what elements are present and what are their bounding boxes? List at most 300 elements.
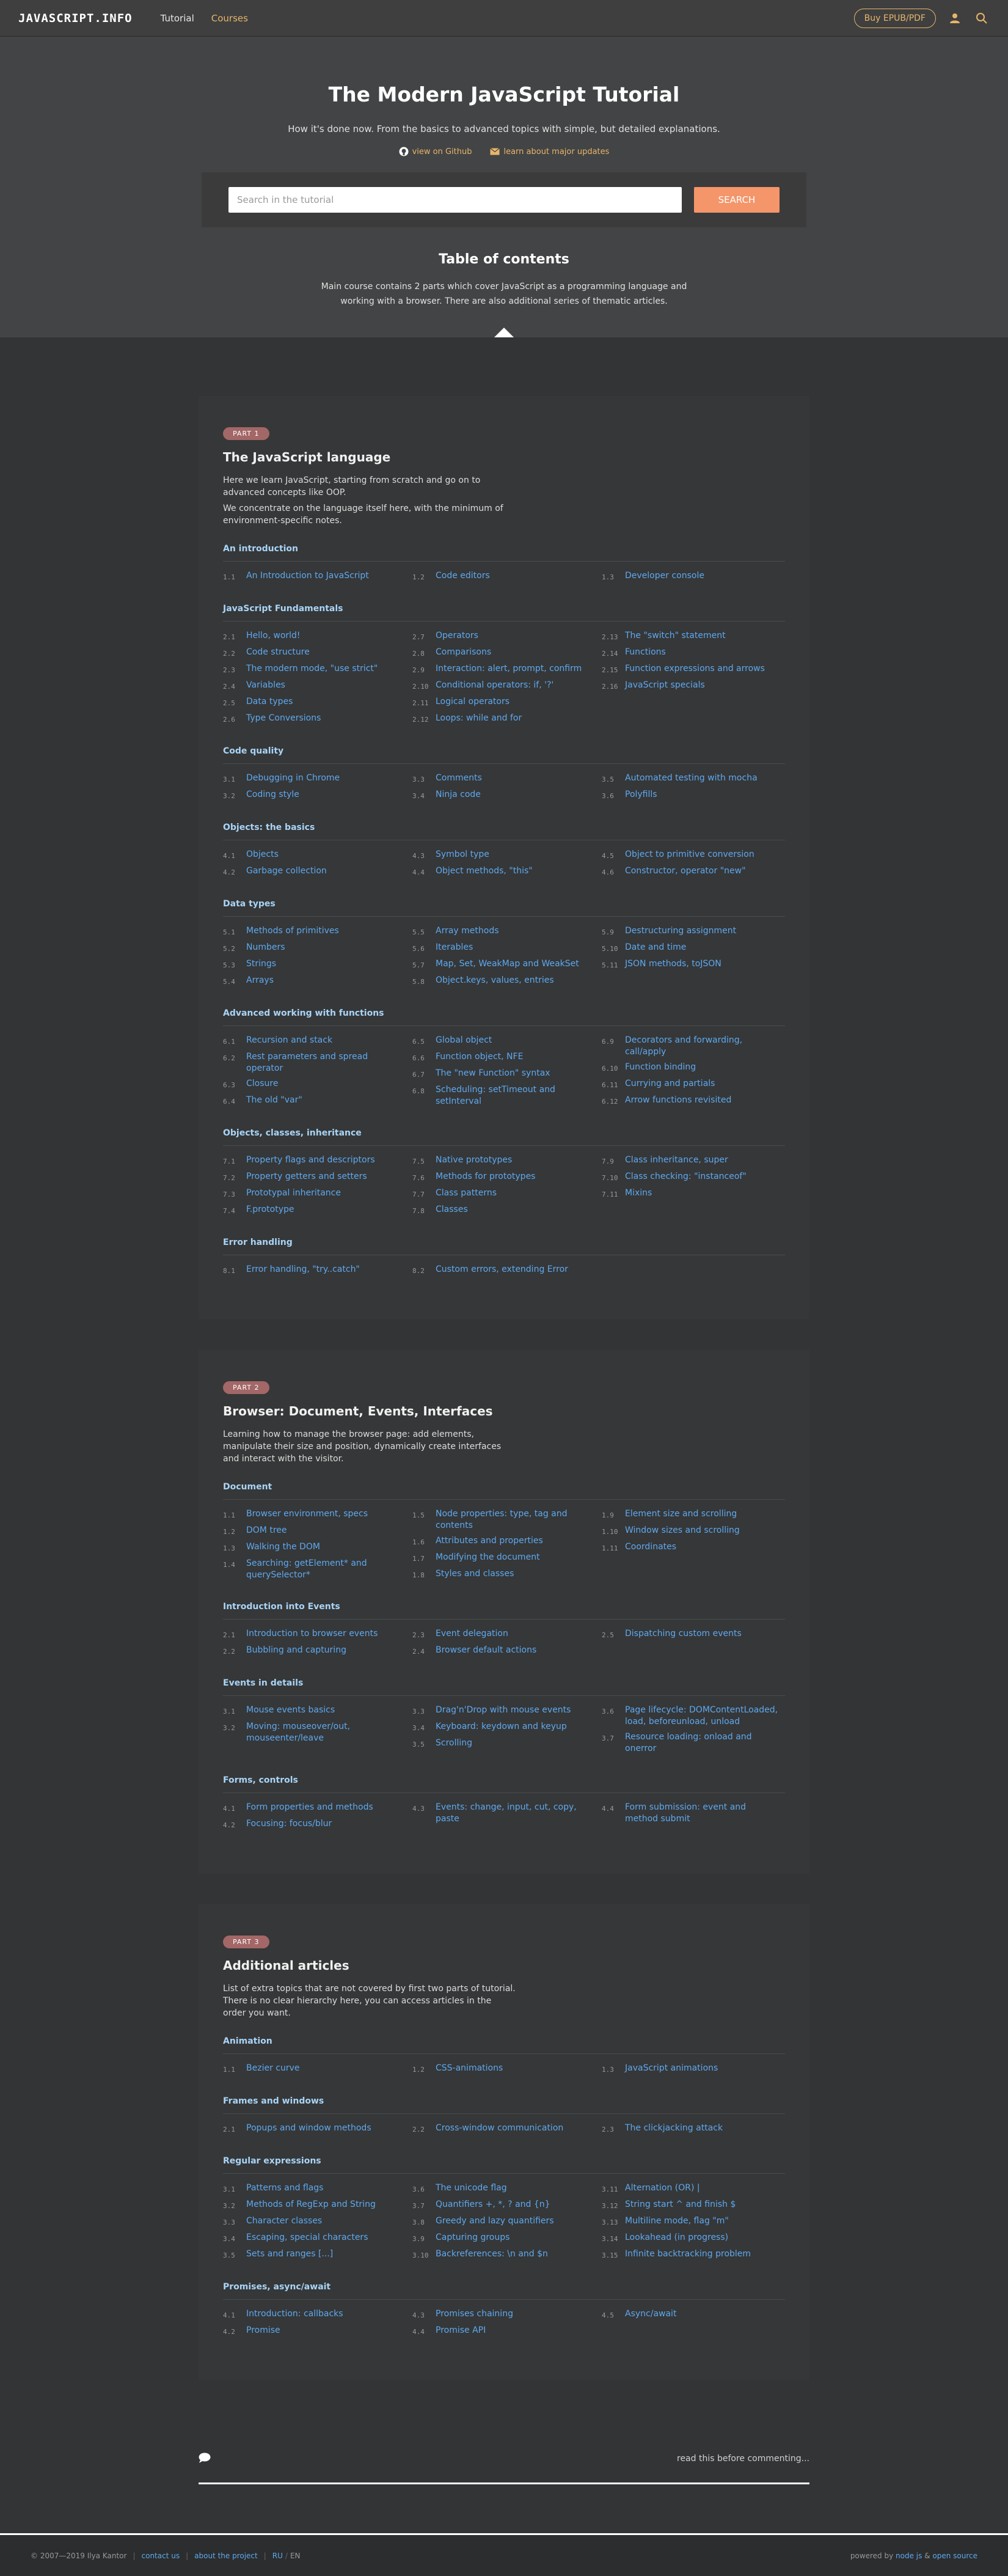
chapter-articles (223, 772, 785, 805)
article-link[interactable] (223, 942, 412, 955)
article-number: 2.7 (412, 633, 425, 641)
article-title: Promise API (436, 2325, 486, 2335)
article-link[interactable] (412, 680, 602, 692)
article-title: Promises chaining (436, 2309, 513, 2319)
chapter-title[interactable]: An introduction (223, 544, 299, 554)
article-title: Classes (436, 1205, 468, 1214)
article-number: 3.1 (223, 776, 235, 783)
article-link[interactable] (223, 1264, 412, 1277)
article-title: Destructuring assignment (625, 926, 737, 936)
chapter-articles (223, 630, 785, 729)
article-link[interactable] (412, 2232, 602, 2245)
article-number: 6.11 (602, 1081, 618, 1089)
article-link[interactable] (602, 2308, 785, 2321)
article-link[interactable] (412, 1552, 602, 1565)
article-number: 4.5 (602, 852, 614, 860)
article-title: Constructor, operator "new" (625, 866, 746, 876)
article-link[interactable] (223, 1187, 412, 1200)
article-number: 5.4 (223, 978, 235, 986)
chapter-title[interactable]: Frames and windows (223, 2096, 324, 2106)
article-number: 3.5 (223, 2251, 235, 2259)
article-link[interactable] (412, 1568, 602, 1581)
user-icon[interactable] (947, 10, 963, 26)
article-title: The old "var" (246, 1095, 302, 1105)
article-number: 8.2 (412, 1267, 425, 1275)
article-link[interactable] (602, 2248, 785, 2261)
article-link[interactable] (223, 1078, 412, 1091)
article-link[interactable] (223, 865, 412, 878)
article-number: 1.7 (412, 1555, 425, 1563)
article-link[interactable] (223, 2325, 412, 2338)
article-link[interactable] (412, 2325, 602, 2338)
article-number: 7.11 (602, 1191, 618, 1198)
article-number: 2.2 (223, 650, 235, 658)
article-number: 4.2 (223, 868, 235, 876)
hero-section (0, 37, 1008, 337)
article-number: 3.4 (412, 792, 425, 800)
article-link[interactable] (412, 1721, 602, 1734)
chapter-title[interactable]: Forms, controls (223, 1775, 298, 1785)
article-title: Currying and partials (625, 1079, 715, 1088)
chapter-title[interactable]: Animation (223, 2036, 272, 2046)
article-link[interactable] (223, 1508, 412, 1521)
article-number: 6.5 (412, 1038, 425, 1046)
chapter-title[interactable]: Document (223, 1482, 272, 1492)
footer: © 2007—2019 Ilya Kantor | contact us | about the project | RU / EN powered by node js & open source (0, 2533, 1008, 2576)
article-title: Bezier curve (246, 2063, 300, 2073)
article-link[interactable] (412, 958, 602, 971)
part-description: Learning how to manage the browser page: add elements, manipulate their size and position, dynamically create interfaces and interact with the visitor. (223, 1429, 502, 1464)
article-number: 2.4 (223, 683, 235, 691)
article-link[interactable] (223, 1558, 412, 1581)
chapter-title[interactable]: Objects, classes, inheritance (223, 1128, 362, 1138)
article-number: 5.5 (412, 928, 425, 936)
part-badge: PART 3 (223, 1936, 269, 1948)
article-link[interactable] (223, 2182, 412, 2195)
article-number: 3.2 (223, 1724, 235, 1732)
article-title: Keyboard: keydown and keyup (436, 1722, 567, 1731)
part-title[interactable]: Additional articles (223, 1958, 349, 1973)
article-title: The unicode flag (436, 2183, 507, 2193)
article-link[interactable] (223, 680, 412, 692)
about-link[interactable]: about the project (194, 2551, 258, 2560)
article-title: Arrow functions revisited (625, 1095, 732, 1105)
article-title: Function binding (625, 1062, 696, 1072)
article-number: 1.4 (223, 1561, 235, 1569)
chapter-title[interactable]: Objects: the basics (223, 823, 315, 832)
article-link[interactable] (602, 789, 785, 802)
article-link[interactable] (223, 570, 412, 583)
article-link[interactable] (412, 1508, 602, 1532)
chapter-title[interactable]: JavaScript Fundamentals (223, 604, 343, 614)
article-link[interactable] (602, 2063, 785, 2075)
article-number: 3.13 (602, 2218, 618, 2226)
article-link[interactable] (602, 2123, 785, 2135)
article-number: 7.6 (412, 1174, 425, 1182)
article-title: Bubbling and capturing (246, 1645, 346, 1655)
article-link[interactable] (223, 2199, 412, 2212)
chapter-articles (223, 1802, 785, 1835)
article-number: 3.4 (412, 1724, 425, 1732)
article-title: Prototypal inheritance (246, 1188, 341, 1198)
article-link[interactable] (412, 1535, 602, 1548)
article-link[interactable] (412, 2199, 602, 2212)
article-link[interactable] (412, 1171, 602, 1184)
article-title: Dispatching custom events (625, 1629, 742, 1638)
lang-en-current: EN (290, 2551, 301, 2560)
article-link[interactable] (602, 1541, 785, 1554)
article-link[interactable] (412, 865, 602, 878)
article-link[interactable] (223, 2215, 412, 2228)
article-link[interactable] (602, 1704, 785, 1728)
article-title: Iterables (436, 942, 473, 952)
article-link[interactable] (223, 958, 412, 971)
chapter-title[interactable]: Code quality (223, 746, 284, 756)
article-number: 7.2 (223, 1174, 235, 1182)
part-description: List of extra topics that are not covered by first two parts of tutorial. There is no clear hierarchy here, you can access articles in the order you want. (223, 1984, 516, 2018)
article-title: Code structure (246, 647, 310, 657)
article-link[interactable] (223, 1541, 412, 1554)
toc-title: Table of contents (439, 252, 569, 267)
article-number: 7.8 (412, 1207, 425, 1215)
article-number: 3.12 (602, 2202, 618, 2210)
article-link[interactable] (412, 1068, 602, 1081)
search-input[interactable] (228, 187, 682, 213)
article-number: 4.3 (412, 2311, 425, 2319)
article-number: 5.10 (602, 945, 618, 953)
article-title: Resource loading: onload and onerror (625, 1732, 752, 1753)
part-title[interactable]: The JavaScript language (223, 450, 391, 464)
article-number: 3.7 (602, 1734, 614, 1742)
article-title: JavaScript specials (625, 680, 705, 690)
article-number: 6.7 (412, 1071, 425, 1079)
article-title: Rest parameters and spread operator (246, 1052, 368, 1073)
article-title: CSS-animations (436, 2063, 503, 2073)
article-link[interactable] (602, 849, 785, 862)
article-title: Alternation (OR) | (625, 2183, 700, 2193)
article-number: 6.2 (223, 1054, 235, 1062)
article-link[interactable] (602, 1731, 785, 1755)
article-link[interactable] (602, 2232, 785, 2245)
article-link[interactable] (602, 2199, 785, 2212)
article-link[interactable] (223, 1628, 412, 1641)
article-number: 1.10 (602, 1528, 618, 1536)
article-link[interactable] (602, 865, 785, 878)
article-link[interactable] (223, 789, 412, 802)
article-title: Focusing: focus/blur (246, 1819, 332, 1829)
article-number: 4.1 (223, 1805, 235, 1813)
article-title: Closure (246, 1079, 279, 1088)
article-title: Backreferences: \n and $n (436, 2249, 548, 2259)
article-link[interactable] (412, 1802, 602, 1825)
article-title: Coding style (246, 790, 299, 799)
divider (223, 2173, 785, 2174)
article-link[interactable] (602, 1062, 785, 1074)
article-title: Conditional operators: if, '?' (436, 680, 554, 690)
article-number: 1.2 (223, 1528, 235, 1536)
divider (223, 2113, 785, 2114)
article-link[interactable] (602, 1154, 785, 1167)
article-title: Polyfills (625, 790, 657, 799)
article-title: Form properties and methods (246, 1802, 373, 1812)
chapter-articles (223, 1508, 785, 1585)
article-link[interactable] (412, 713, 602, 725)
article-link[interactable] (412, 647, 602, 659)
article-link[interactable] (223, 2123, 412, 2135)
article-link[interactable] (412, 1187, 602, 1200)
article-title: Map, Set, WeakMap and WeakSet (436, 959, 579, 969)
article-link[interactable] (412, 1084, 602, 1107)
article-link[interactable] (223, 647, 412, 659)
article-title: Styles and classes (436, 1569, 514, 1579)
article-link[interactable] (223, 2232, 412, 2245)
article-number: 2.14 (602, 650, 618, 658)
article-link[interactable] (412, 663, 602, 676)
article-link[interactable] (223, 1051, 412, 1074)
article-link[interactable] (223, 1645, 412, 1657)
article-number: 3.1 (223, 1708, 235, 1715)
article-number: 2.8 (412, 650, 425, 658)
article-link[interactable] (602, 2182, 785, 2195)
article-link[interactable] (223, 663, 412, 676)
chapter-title[interactable]: Advanced working with functions (223, 1008, 384, 1018)
article-title: Object.keys, values, entries (436, 975, 554, 985)
article-link[interactable] (412, 2215, 602, 2228)
nav-tutorial-link[interactable]: Tutorial (160, 12, 194, 24)
article-number: 1.3 (223, 1544, 235, 1552)
part-title[interactable]: Browser: Document, Events, Interfaces (223, 1404, 493, 1418)
article-link[interactable] (602, 1508, 785, 1521)
article-link[interactable] (412, 925, 602, 938)
article-title: Patterns and flags (246, 2183, 324, 2193)
article-link[interactable] (412, 849, 602, 862)
article-link[interactable] (223, 2248, 412, 2261)
article-title: Data types (246, 697, 293, 706)
article-link[interactable] (602, 1187, 785, 1200)
article-number: 2.15 (602, 666, 618, 674)
article-number: 3.5 (412, 1741, 425, 1749)
article-title: Moving: mouseover/out, mouseenter/leave (246, 1722, 351, 1743)
article-link[interactable] (223, 1204, 412, 1217)
article-title: String start ^ and finish $ (625, 2200, 736, 2209)
chapter-articles (223, 2308, 785, 2341)
divider (223, 2053, 785, 2054)
article-title: Page lifecycle: DOMContentLoaded, load, beforeunload, unload (625, 1705, 778, 1727)
article-title: Object methods, "this" (436, 866, 533, 876)
article-link[interactable] (412, 1645, 602, 1657)
article-title: Class inheritance, super (625, 1155, 728, 1165)
chapter-title[interactable]: Events in details (223, 1678, 304, 1688)
article-link[interactable] (223, 1171, 412, 1184)
article-link[interactable] (602, 1078, 785, 1091)
article-link[interactable] (223, 696, 412, 709)
article-link[interactable] (223, 772, 412, 785)
article-title: Browser environment, specs (246, 1509, 368, 1519)
article-link[interactable] (223, 2308, 412, 2321)
article-link[interactable] (223, 1035, 412, 1048)
article-link[interactable] (602, 680, 785, 692)
article-link[interactable] (412, 1738, 602, 1750)
article-title: Searching: getElement* and querySelector* (246, 1558, 367, 1580)
article-number: 1.2 (412, 2066, 425, 2074)
chapter-title[interactable]: Error handling (223, 1238, 293, 1247)
article-link[interactable] (602, 647, 785, 659)
divider (223, 763, 785, 764)
article-link[interactable] (602, 1525, 785, 1538)
article-number: 3.15 (602, 2251, 618, 2259)
article-title: Mouse events basics (246, 1705, 335, 1715)
article-link[interactable] (412, 2063, 602, 2075)
article-title: Scheduling: setTimeout and setInterval (436, 1085, 555, 1106)
article-link[interactable] (602, 942, 785, 955)
article-title: DOM tree (246, 1525, 287, 1535)
article-number: 5.2 (223, 945, 235, 953)
article-title: Async/await (625, 2309, 677, 2319)
contact-link[interactable]: contact us (141, 2551, 180, 2560)
article-title: Garbage collection (246, 866, 327, 876)
article-link[interactable] (602, 1802, 785, 1825)
article-link[interactable] (412, 1154, 602, 1167)
article-link[interactable] (223, 975, 412, 988)
divider (223, 1145, 785, 1146)
divider (223, 561, 785, 562)
article-number: 6.3 (223, 1081, 235, 1089)
article-link[interactable] (223, 1095, 412, 1107)
article-number: 1.5 (412, 1511, 425, 1519)
article-title: Custom errors, extending Error (436, 1264, 568, 1274)
article-link[interactable] (223, 1704, 412, 1717)
article-title: Class patterns (436, 1188, 497, 1198)
article-link[interactable] (412, 1051, 602, 1064)
article-title: Events: change, input, cut, copy, paste (436, 1802, 577, 1824)
article-title: The "switch" statement (625, 631, 726, 640)
chapter-title[interactable]: Data types (223, 899, 276, 909)
article-title: Modifying the document (436, 1552, 540, 1562)
article-link[interactable] (602, 663, 785, 676)
article-link[interactable] (223, 1721, 412, 1744)
article-title: Sets and ranges [...] (246, 2249, 334, 2259)
open-source-link[interactable]: open source (932, 2551, 977, 2560)
article-title: Code editors (436, 571, 490, 581)
article-title: Functions (625, 647, 666, 657)
article-link[interactable] (223, 1818, 412, 1831)
read-before-commenting-link[interactable]: read this before commenting... (677, 2454, 809, 2464)
buy-epub-pdf-button[interactable]: Buy EPUB/PDF (854, 9, 936, 28)
article-link[interactable] (602, 630, 785, 643)
chapter-articles (223, 1154, 785, 1220)
article-link[interactable] (223, 925, 412, 938)
divider (223, 2299, 785, 2300)
chapter-title[interactable]: Introduction into Events (223, 1602, 340, 1612)
nodejs-link[interactable]: node js (896, 2551, 922, 2560)
article-link[interactable] (223, 1525, 412, 1538)
article-link[interactable] (412, 789, 602, 802)
article-title: Object to primitive conversion (625, 849, 754, 859)
chapter-articles (223, 1264, 785, 1280)
lang-ru-link[interactable]: RU (272, 2551, 283, 2560)
article-title: The modern mode, "use strict" (246, 664, 378, 673)
article-link[interactable] (412, 772, 602, 785)
article-title: Function expressions and arrows (625, 664, 765, 673)
site-logo[interactable]: JAVASCRIPT.INFO (18, 11, 133, 25)
article-link[interactable] (223, 1154, 412, 1167)
article-title: Native prototypes (436, 1155, 513, 1165)
article-link[interactable] (412, 1264, 602, 1277)
article-number: 2.5 (602, 1631, 614, 1639)
article-link[interactable] (412, 696, 602, 709)
article-link[interactable] (412, 1204, 602, 1217)
updates-link[interactable]: learn about major updates (490, 147, 609, 156)
mail-icon (490, 148, 500, 155)
article-link[interactable] (412, 975, 602, 988)
divider (223, 1619, 785, 1620)
article-link[interactable] (412, 2248, 602, 2261)
article-title: Property getters and setters (246, 1172, 367, 1181)
article-link[interactable] (412, 1628, 602, 1641)
article-link[interactable] (412, 1035, 602, 1048)
divider (223, 1499, 785, 1500)
article-link[interactable] (412, 942, 602, 955)
article-link[interactable] (602, 1171, 785, 1184)
article-link[interactable] (602, 1095, 785, 1107)
article-title: Comparisons (436, 647, 492, 657)
comment-icon (199, 2453, 211, 2464)
article-number: 1.1 (223, 1511, 235, 1519)
chapter-title[interactable]: Regular expressions (223, 2156, 321, 2166)
github-link[interactable]: view on Github (399, 147, 472, 156)
article-number: 6.9 (602, 1038, 614, 1046)
article-link[interactable] (223, 713, 412, 725)
article-title: Quantifiers +, *, ? and {n} (436, 2200, 550, 2209)
article-number: 7.5 (412, 1158, 425, 1165)
article-link[interactable] (412, 2308, 602, 2321)
article-number: 5.8 (412, 978, 425, 986)
article-link[interactable] (602, 1035, 785, 1058)
article-number: 8.1 (223, 1267, 235, 1275)
article-link[interactable] (412, 630, 602, 643)
article-title: Mixins (625, 1188, 652, 1198)
article-link[interactable] (602, 1628, 785, 1641)
article-link[interactable] (223, 849, 412, 862)
article-number: 1.2 (412, 573, 425, 581)
article-link[interactable] (412, 570, 602, 583)
article-number: 5.7 (412, 961, 425, 969)
search-button[interactable]: SEARCH (694, 187, 780, 213)
article-number: 3.11 (602, 2185, 618, 2193)
article-link[interactable] (602, 925, 785, 938)
article-number: 3.6 (412, 2185, 425, 2193)
article-link[interactable] (602, 772, 785, 785)
divider (223, 916, 785, 917)
chapter-articles (223, 1035, 785, 1111)
article-link[interactable] (223, 630, 412, 643)
article-number: 6.4 (223, 1098, 235, 1106)
article-link[interactable] (602, 958, 785, 971)
article-link[interactable] (223, 2063, 412, 2075)
article-link[interactable] (223, 1802, 412, 1815)
article-number: 3.3 (412, 776, 425, 783)
article-title: Window sizes and scrolling (625, 1525, 740, 1535)
article-link[interactable] (602, 2215, 785, 2228)
chapter-title[interactable]: Promises, async/await (223, 2282, 331, 2292)
article-link[interactable] (602, 570, 785, 583)
article-link[interactable] (412, 2182, 602, 2195)
article-title: Browser default actions (436, 1645, 537, 1655)
article-link[interactable] (412, 1704, 602, 1717)
article-link[interactable] (412, 2123, 602, 2135)
nav-courses-link[interactable]: Courses (211, 12, 248, 24)
search-icon[interactable] (974, 10, 990, 26)
